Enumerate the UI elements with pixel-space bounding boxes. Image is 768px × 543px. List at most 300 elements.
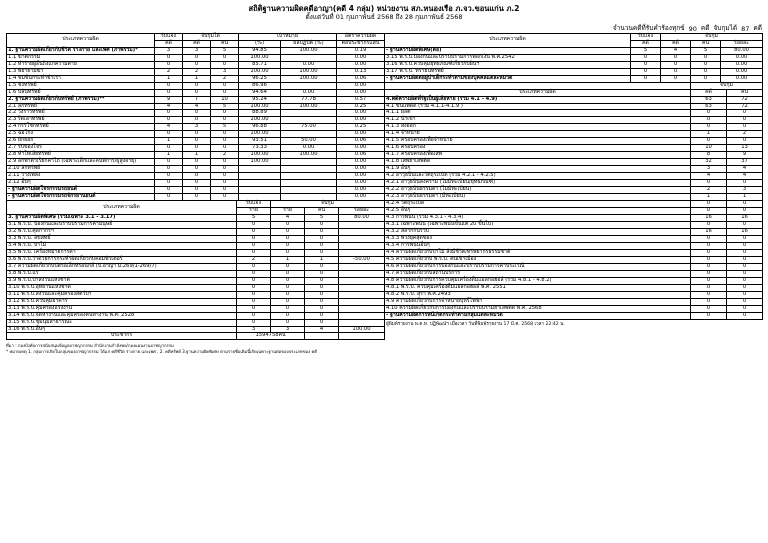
row-value: 0 bbox=[691, 256, 727, 263]
row-value: 4 bbox=[183, 103, 211, 110]
row-value: 9 bbox=[155, 96, 183, 103]
row-value bbox=[339, 319, 385, 326]
row-value: 4 bbox=[155, 103, 183, 110]
row-value: 0.06 bbox=[337, 152, 385, 159]
table-row bbox=[385, 124, 763, 131]
row-label: - ฐานความผิดการหนีเกิดกระทำตามกลุ่มแต่ละหมวด bbox=[385, 312, 691, 319]
row-label: 3.15 พ.ร.บ.ชุมนุมสาธารณะ bbox=[7, 319, 237, 326]
row-value: 0.00 bbox=[337, 159, 385, 166]
row-label: 4.6 ความผิดเกี่ยวกับการป้องกันและปราบปรามการค้าประเวณี bbox=[385, 263, 691, 270]
row-label: 4.1.9 อื่นๆ bbox=[385, 166, 691, 173]
row-value: 3 bbox=[271, 326, 305, 333]
table-row bbox=[7, 319, 385, 326]
row-label: 1.1 ฆาตกรรม bbox=[7, 54, 155, 61]
row-value: 0 bbox=[237, 305, 271, 312]
row-label: 3.6 พ.ร.บ.ว่าด้วยการกระทำผิดเกี่ยวกับคอมพิวเตอร์ bbox=[7, 256, 237, 263]
row-value: 0 bbox=[183, 89, 211, 96]
row-label: 3.4 พ.ร.บ. ป่าไม้ bbox=[7, 242, 237, 249]
row-value: 1 bbox=[271, 256, 305, 263]
row-label: 4.1.7 ครอบครองเพื่อเสพ bbox=[385, 152, 691, 159]
row-value: 0 bbox=[183, 117, 211, 124]
col-offense-type: ประเภทความผิด bbox=[7, 33, 155, 47]
row-value: 0.00 bbox=[337, 117, 385, 124]
row-value: 0 bbox=[727, 110, 763, 117]
row-value: 37 bbox=[727, 159, 763, 166]
row-value: 5 bbox=[211, 124, 239, 131]
table-row bbox=[7, 96, 385, 103]
table-row bbox=[7, 228, 385, 235]
row-value: 0 bbox=[155, 145, 183, 152]
row-label: 3.16 พ.ร.บ.อื่นๆ bbox=[7, 326, 237, 333]
row-label: 4.2.1 อาวุธปืนสงคราม (ไม่มีทะเบียน/ยุทธภัณฑ์) bbox=[385, 180, 691, 187]
left-table-body bbox=[7, 47, 385, 200]
row-value: 0 bbox=[691, 291, 727, 298]
col-arrest-persons-2: คน bbox=[305, 208, 339, 215]
row-label: 2.5 ฉ้อโกง bbox=[7, 131, 155, 138]
row-value: 72 bbox=[727, 96, 763, 103]
row-value: 0 bbox=[727, 249, 763, 256]
row-value: 86.96 bbox=[239, 82, 281, 89]
summary-arrest-label: จับกุมได้ bbox=[713, 23, 738, 32]
row-value: 0 bbox=[631, 61, 661, 68]
row-value: 32 bbox=[691, 159, 727, 166]
row-value bbox=[339, 291, 385, 298]
row-label: 2.8 ทำให้เสียทรัพย์ bbox=[7, 152, 155, 159]
row-value: 0 bbox=[727, 235, 763, 242]
row-value: 0 bbox=[271, 305, 305, 312]
row-value: 3 bbox=[183, 124, 211, 131]
row-value: 0.00 bbox=[721, 54, 763, 61]
row-value: 2 bbox=[691, 187, 727, 194]
row-value: 0 bbox=[183, 180, 211, 187]
table-row bbox=[385, 228, 763, 235]
row-value: 4 bbox=[155, 124, 183, 131]
row-value: 0 bbox=[727, 201, 763, 208]
row-value: 0 bbox=[727, 221, 763, 228]
row-value: 4 bbox=[271, 215, 305, 222]
row-value: 1 bbox=[305, 256, 339, 263]
row-value: 2 bbox=[727, 131, 763, 138]
row-value: 0.00 bbox=[281, 145, 337, 152]
row-value: 0.19 bbox=[337, 47, 385, 54]
row-value: 100.00 bbox=[239, 159, 281, 166]
row-value bbox=[339, 228, 385, 235]
row-value bbox=[281, 110, 337, 117]
row-value: 3 bbox=[211, 68, 239, 75]
legend-note: * หมายเหตุ 1. กลุ่มการเกิดในกลุ่มของอาชญากรรม ได้แก่ คดีชีวิต ร่างกาย และเพศ , 2. คดีทรัพย์ 3.ฐานความผิดพิเศษ ตามรายชื่อเดิมนี้เกิดเฉพาะฐานต่อของประเภทของ คดี bbox=[6, 349, 317, 355]
special-offense-table bbox=[6, 200, 385, 340]
row-value: 2 bbox=[155, 68, 183, 75]
row-label: 2.1 ลักทรัพย์ bbox=[7, 103, 155, 110]
row-value: 0 bbox=[211, 187, 239, 194]
row-value: 16 bbox=[691, 215, 727, 222]
row-value: 0 bbox=[211, 54, 239, 61]
row-value: 0 bbox=[727, 312, 763, 319]
summary-cases: 90 bbox=[688, 24, 697, 33]
row-value: 9 bbox=[727, 152, 763, 159]
summary-cases-unit: คดี bbox=[700, 23, 710, 32]
row-label: 2. ฐานความผิดเกี่ยวกับทรัพย์ (ภาพรวม)** bbox=[7, 96, 155, 103]
row-value: 0 bbox=[691, 61, 721, 68]
row-label: 3.8 พ.ร.บ.แร่ bbox=[7, 270, 237, 277]
row-label: 4.5 ความผิดเกี่ยวกับ พ.ร.บ. คนเข้าเมือง bbox=[385, 256, 691, 263]
row-value: 0 bbox=[155, 131, 183, 138]
row-value: 0 bbox=[691, 124, 727, 131]
row-value: 1 bbox=[155, 138, 183, 145]
row-value: 0 bbox=[727, 277, 763, 284]
row-value: 0 bbox=[211, 110, 239, 117]
row-value bbox=[281, 159, 337, 166]
row-value: 0 bbox=[271, 270, 305, 277]
row-value: 100.00 bbox=[239, 103, 281, 110]
row-label: 3.5 พ.ร.บ. เครื่องหมายการค้า bbox=[7, 249, 237, 256]
row-value: 0 bbox=[727, 256, 763, 263]
row-value: 0.25 bbox=[337, 124, 385, 131]
row-value: 100.00 bbox=[239, 68, 281, 75]
row-label: 4.1.3 ส่งออก bbox=[385, 124, 691, 131]
col-reported-cases-right: คดี bbox=[631, 40, 661, 47]
row-value: 0 bbox=[727, 291, 763, 298]
row-label: 4.8.1 พ.ร.บ. ควบคุมเครื่องดื่มแอลกอฮอล์ พ.ศ. 2551 bbox=[385, 284, 691, 291]
row-value bbox=[339, 242, 385, 249]
row-value: 96.25 bbox=[239, 75, 281, 82]
row-label: 2.2 วิ่งราวทรัพย์ bbox=[7, 110, 155, 117]
row-value: 0 bbox=[183, 159, 211, 166]
row-value: 0 bbox=[155, 89, 183, 96]
table-row bbox=[7, 326, 385, 333]
row-value: 13 bbox=[727, 145, 763, 152]
source-note: ที่มา : กองบังคับการสนับสนุนข้อมูลอาชญากรรม สำนักงานกำลังพล/กองแผนงานอาชญากรรม bbox=[6, 343, 174, 349]
row-value: 1 bbox=[691, 131, 727, 138]
population-footer-row bbox=[7, 333, 385, 340]
left-table-container bbox=[6, 33, 384, 341]
row-value: 0 bbox=[237, 235, 271, 242]
row-label: 4.1.4 จำหน่าย bbox=[385, 131, 691, 138]
row-value: 0 bbox=[211, 89, 239, 96]
row-value: 0 bbox=[271, 291, 305, 298]
row-value: 0 bbox=[691, 117, 727, 124]
row-value: 4 bbox=[661, 47, 691, 54]
table-row bbox=[385, 117, 763, 124]
offense-table-left bbox=[6, 33, 385, 201]
row-value: 0 bbox=[183, 187, 211, 194]
row-value: 0 bbox=[271, 319, 305, 326]
col-offense-type-right: ประเภทความผิด bbox=[385, 33, 631, 47]
row-label: 4.2.5 อื่นๆ bbox=[385, 208, 691, 215]
row-value: 5 bbox=[237, 215, 271, 222]
row-value: 0 bbox=[183, 110, 211, 117]
col-percent: (%) bbox=[239, 40, 281, 47]
row-value: 1 bbox=[155, 152, 183, 159]
row-value: 94.85 bbox=[239, 47, 281, 54]
row-value: 0.13 bbox=[337, 68, 385, 75]
col-arrested-persons: คน bbox=[211, 40, 239, 47]
row-value: 50.00 bbox=[281, 138, 337, 145]
row-value: 0 bbox=[661, 61, 691, 68]
row-value: 0 bbox=[271, 235, 305, 242]
row-value: 0.25 bbox=[337, 103, 385, 110]
row-label: 4.3.4 การพนันอื่นๆ bbox=[385, 242, 691, 249]
row-label: 3.16 พ.ร.บ.ควบคุมยุทธภัณฑ์เกี่ยวกับฝิ่นฯ bbox=[385, 61, 631, 68]
col-per-100k: ต่อประชากรแสน bbox=[337, 40, 385, 47]
col-percent-right: ร้อยละ bbox=[721, 40, 763, 47]
row-value: 0 bbox=[211, 145, 239, 152]
table-row bbox=[385, 159, 763, 166]
row-value: 0 bbox=[183, 82, 211, 89]
row-value: 0 bbox=[727, 180, 763, 187]
row-value: 0.06 bbox=[337, 75, 385, 82]
row-value: 0.00 bbox=[337, 131, 385, 138]
row-value: 0 bbox=[691, 180, 727, 187]
table-row bbox=[7, 221, 385, 228]
row-label: - ฐานความผิดต่อผู้บำเด็กระทำตามของบุคคลแต่ละหมวด bbox=[385, 75, 631, 82]
row-label: 4.8 ความผิดเกี่ยวกับการควบคุมเครื่องดื่มแอลกอฮอล์ (รวม 4.8.1 - 4.8.2) bbox=[385, 277, 691, 284]
row-value: 1 bbox=[183, 152, 211, 159]
row-value: 4 bbox=[305, 326, 339, 333]
col-performance: ผลปฏิบัติ (%) bbox=[281, 40, 337, 47]
row-value bbox=[239, 173, 281, 180]
row-label: 4.3.2 สลากกินรวบ bbox=[385, 228, 691, 235]
row-value: 0.00 bbox=[281, 89, 337, 96]
row-label: 2.4 กรรโชกทรัพย์ bbox=[7, 124, 155, 131]
row-value: 2 bbox=[183, 68, 211, 75]
row-value: 0.00 bbox=[337, 166, 385, 173]
row-value: 0 bbox=[271, 228, 305, 235]
row-value: 0 bbox=[691, 312, 727, 319]
row-label: 2.7 รับของโจร bbox=[7, 145, 155, 152]
row-value: 10 bbox=[211, 96, 239, 103]
row-value: 0 bbox=[237, 270, 271, 277]
group-target: เป้าหมาย bbox=[239, 33, 337, 40]
row-value: 0 bbox=[237, 298, 271, 305]
row-value bbox=[239, 180, 281, 187]
row-value: 0.00 bbox=[337, 110, 385, 117]
row-label: 4.2.4 วัตถุระเบิด bbox=[385, 201, 691, 208]
group-reported: รับแจ้ง bbox=[155, 33, 183, 40]
group-arrest-only: จับกุม bbox=[691, 82, 763, 89]
row-label: 4.คดีความผิดที่รัฐเป็นผู้เสียหาย (รวม 4.1 - 4.9) bbox=[385, 96, 691, 103]
row-value: 0 bbox=[155, 173, 183, 180]
row-value: 0 bbox=[305, 270, 339, 277]
row-value: 63 bbox=[691, 96, 727, 103]
row-value bbox=[339, 298, 385, 305]
row-value: 3 bbox=[155, 47, 183, 54]
row-label: 1. ฐานความผิดเกี่ยวกับชีวิต ร่างกาย และเพศ (ภาพรวม)* bbox=[7, 47, 155, 54]
row-label: 2.9 ลักพาตัวเรียกค่าไถ่ (เฉพาะเด็กและคนพิการ/ผู้สูงอายุ) bbox=[7, 159, 155, 166]
row-label: 4.3.1 เฉพาะพนัน (เฉพาะพนันขั้นแต่ 20 ขึ้นไป) bbox=[385, 221, 691, 228]
row-value bbox=[339, 270, 385, 277]
row-value: 10 bbox=[691, 145, 727, 152]
row-value: 0 bbox=[631, 68, 661, 75]
row-value: 0 bbox=[727, 263, 763, 270]
row-value: 95.24 bbox=[239, 96, 281, 103]
row-value: 96.88 bbox=[239, 124, 281, 131]
row-value: 0.57 bbox=[337, 96, 385, 103]
row-value: 2 bbox=[237, 256, 271, 263]
row-value bbox=[339, 235, 385, 242]
row-value: 0 bbox=[727, 270, 763, 277]
row-value: 0 bbox=[691, 75, 721, 82]
row-value: 5 bbox=[305, 215, 339, 222]
row-value: 0 bbox=[691, 263, 727, 270]
row-value: 0 bbox=[631, 75, 661, 82]
row-label: 4.2.2 อาวุธปืนธรรมดา (ไม่มีทะเบียน) bbox=[385, 187, 691, 194]
row-value: 0 bbox=[271, 284, 305, 291]
row-value: 0.00 bbox=[337, 145, 385, 152]
row-value: 4 bbox=[727, 173, 763, 180]
row-value: 0 bbox=[271, 298, 305, 305]
row-value bbox=[339, 312, 385, 319]
row-value: 0 bbox=[237, 228, 271, 235]
row-value: 5 bbox=[211, 47, 239, 54]
row-value: 0 bbox=[183, 61, 211, 68]
col-arrested-cases: คดี bbox=[183, 40, 211, 47]
row-value: 16 bbox=[727, 215, 763, 222]
row-value: 0 bbox=[183, 131, 211, 138]
row-value: 0 bbox=[211, 117, 239, 124]
row-value: 4 bbox=[727, 166, 763, 173]
row-value bbox=[281, 187, 337, 194]
row-value: 3 bbox=[183, 47, 211, 54]
row-label: 4.1 ขนแพดิด (รวม 4.1.1-4.1.9 ) bbox=[385, 103, 691, 110]
row-value: 0 bbox=[183, 173, 211, 180]
col-offense-type-2: ประเภทความผิด bbox=[7, 201, 237, 215]
state-offense-table bbox=[384, 82, 763, 320]
row-value: 0 bbox=[727, 284, 763, 291]
row-value: 0 bbox=[211, 194, 239, 201]
row-value bbox=[281, 180, 337, 187]
row-label: 3.2 พ.ร.บ.ศุลกากรฯ bbox=[7, 228, 237, 235]
row-value: 1 bbox=[155, 75, 183, 82]
row-value: 0.00 bbox=[337, 180, 385, 187]
row-value: 0 bbox=[691, 235, 727, 242]
row-value bbox=[339, 284, 385, 291]
row-value: 0.00 bbox=[337, 173, 385, 180]
row-label: 3.17 พ.ร.บ. ทรายนทรัพย์ bbox=[385, 68, 631, 75]
row-value: 0 bbox=[237, 284, 271, 291]
row-value: 0 bbox=[305, 284, 339, 291]
table-row bbox=[385, 110, 763, 117]
row-value: 0 bbox=[155, 166, 183, 173]
row-label: 1.4 ข่มขืนกระทำชำเรา bbox=[7, 75, 155, 82]
row-value: 0 bbox=[271, 312, 305, 319]
row-value: 0 bbox=[691, 298, 727, 305]
row-label: 4.1.8 เสพยาเสพติด bbox=[385, 159, 691, 166]
row-value: 0 bbox=[211, 159, 239, 166]
row-value: 100.00 bbox=[281, 75, 337, 82]
col-percent-2: ร้อยละ bbox=[339, 208, 385, 215]
row-value: 3 bbox=[237, 326, 271, 333]
row-value: 0 bbox=[211, 173, 239, 180]
row-value: 0 bbox=[183, 54, 211, 61]
row-value: 80.00 bbox=[339, 215, 385, 222]
row-label: 4.9 ความผิดเกี่ยวกับการจำหน่ายบุหรี่ไฟฟ้า bbox=[385, 298, 691, 305]
row-value: 0 bbox=[691, 277, 727, 284]
row-value: 0.00 bbox=[337, 194, 385, 201]
row-value: 0.00 bbox=[337, 54, 385, 61]
row-value: 0.00 bbox=[337, 187, 385, 194]
row-value: 0 bbox=[305, 277, 339, 284]
row-value: 0 bbox=[237, 277, 271, 284]
row-value: 0 bbox=[661, 54, 691, 61]
row-value: 93.51 bbox=[239, 138, 281, 145]
row-value: 94.64 bbox=[239, 89, 281, 96]
state-table-body bbox=[385, 96, 763, 319]
row-label: 1.3 พยายามฆ่า bbox=[7, 68, 155, 75]
summary-arrest: 87 bbox=[741, 24, 750, 33]
row-value bbox=[339, 263, 385, 270]
row-value: 1 bbox=[727, 194, 763, 201]
table-row bbox=[385, 201, 763, 208]
row-label: 3.10 พ.ร.บ.อุทยานแห่งชาติ bbox=[7, 284, 237, 291]
row-label: 4.1.2 นำเข้า bbox=[385, 117, 691, 124]
special-group-header-row bbox=[7, 201, 385, 208]
group-rate: อัตราความผิด bbox=[337, 33, 385, 40]
row-value: 0 bbox=[691, 221, 727, 228]
row-value: 100.00 bbox=[239, 131, 281, 138]
row-value: 3 bbox=[691, 166, 727, 173]
row-value: 0 bbox=[691, 138, 727, 145]
offense-table-right bbox=[384, 33, 763, 83]
table-row bbox=[385, 235, 763, 242]
row-label: - ฐานความผิดโจรกรรมรถจักรยานยนต์ bbox=[7, 194, 155, 201]
row-value: 0 bbox=[183, 194, 211, 201]
state-sub-header-row bbox=[385, 89, 763, 96]
row-value: 0 bbox=[155, 117, 183, 124]
row-label: 2.11 วางเพลิง bbox=[7, 173, 155, 180]
population-label: ประชากร bbox=[7, 333, 237, 340]
col-state-persons: คน bbox=[727, 89, 763, 96]
row-value bbox=[281, 166, 337, 173]
row-label: 4.1.1 ผลิต bbox=[385, 110, 691, 117]
row-value: 100.00 bbox=[239, 54, 281, 61]
row-value: 63 bbox=[691, 103, 727, 110]
row-value: 16 bbox=[727, 228, 763, 235]
row-value: 0 bbox=[305, 242, 339, 249]
row-label: 3.12 พ.ร.บ.ควบคุมอาคาร bbox=[7, 298, 237, 305]
row-value: 0.00 bbox=[337, 61, 385, 68]
row-value: 73.33 bbox=[239, 145, 281, 152]
col-arrested-persons-right: คน bbox=[691, 40, 721, 47]
group-arrested-2: จับกุม bbox=[271, 201, 385, 208]
table-row bbox=[7, 235, 385, 242]
row-label: 2.3 รีดเอาทรัพย์ bbox=[7, 117, 155, 124]
row-label: 4.10 ความผิดเกี่ยวกับการป้องกันและปราบปรามยาเสพติด พ.ศ. 2568 bbox=[385, 305, 691, 312]
col-offense-type-state: ประเภทความผิด bbox=[385, 89, 691, 96]
row-value: 100.00 bbox=[239, 117, 281, 124]
row-value: 0 bbox=[727, 124, 763, 131]
col-state-cases: คดี bbox=[691, 89, 727, 96]
page-title: สถิติฐานความผิดคดีอาญา(คดี 4 กลุ่ม) หน่วยงาน สภ.หนองเรือ ภ.จว.ขอนแก่น ภ.2 bbox=[248, 4, 520, 13]
row-value: 0 bbox=[183, 138, 211, 145]
row-value: 0 bbox=[155, 82, 183, 89]
row-label: - ฐานความผิดโจรกรรมรถยนต์ bbox=[7, 187, 155, 194]
row-value bbox=[239, 166, 281, 173]
summary-row bbox=[6, 23, 762, 33]
row-value: 0.06 bbox=[337, 138, 385, 145]
row-value: 0 bbox=[305, 235, 339, 242]
table-row bbox=[7, 89, 385, 96]
row-value bbox=[339, 277, 385, 284]
row-value: 0 bbox=[211, 131, 239, 138]
row-value: 0 bbox=[691, 54, 721, 61]
row-value: -50.00 bbox=[339, 256, 385, 263]
row-value: 0 bbox=[237, 221, 271, 228]
row-value: 0 bbox=[631, 54, 661, 61]
row-label: 4.4 ความผิดเกี่ยวกับป่าไม้ สิ่งมีชีวิต/ทรัพยากรธรรมชาติ bbox=[385, 249, 691, 256]
row-value: 0 bbox=[691, 201, 727, 208]
row-value: 0 bbox=[237, 242, 271, 249]
